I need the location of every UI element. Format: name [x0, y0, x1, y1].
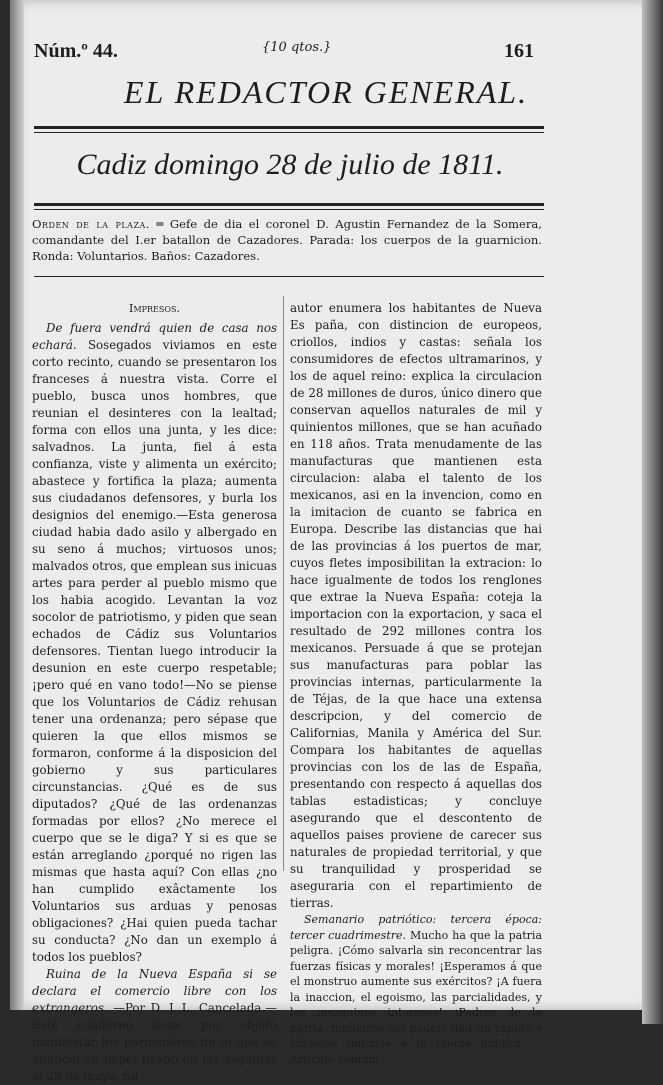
article-title: Semanario patriótico: tercera época: tercer cuadrimestre.: [290, 913, 542, 942]
page-number: 161: [504, 40, 534, 62]
column-divider: [283, 296, 284, 871]
section-rule: [34, 276, 544, 277]
orden-text: ═ Gefe de dia el coronel D. Agustin Fernandez de la Somera, comandante del I.er batallon de Cazadores. Parada: los cuerpos de la guarnicion. Ronda: Voluntarios. Baños: Cazadores.: [32, 217, 542, 263]
article-title: Ruina de la Nueva España si se declara el comercio libre con los extrangeros.: [32, 967, 277, 1015]
impresos-heading: Impresos.: [128, 301, 181, 315]
right-column: [290, 300, 542, 1067]
article-paragraph: [32, 320, 277, 966]
article-text: Sosegados viviamos en este corto recinto, cuando se presentaron los franceses á nuestra vista. Corre el pueblo, busca unos hombres, que reunian el desinteres con la lealtad; forma con ellos una junta, y les dice: salvadnos. La junta, fiel á esta confianza, viste y alimenta un exército; abastece y fortifica la plaza; aumenta sus ciudadanos defensores, y burla los designios del enemigo.—Esta generosa ciudad habia dado asilo y albergado en su seno á muchos; virtuosos unos; malvados otros, que emplean sus inicuas artes para perder al pueblo mismo que los habia acogido. Levantan la voz socolor de patriotismo, y piden que sean echados de Cádiz sus Voluntarios defensores. Tientan luego introducir la desunion en este cuerpo respetable; ¡pero qué en vano todo!—No se piense que los Voluntarios de Cádiz rehusan tener una ordenanza; pero sépase que quieren la que ellos mismos se formaron, conforme á la disposicion del gobierno y sus particulares circunstancias. ¿Qué es de sus diputados? ¿Qué de las ordenanzas formadas por ellos? ¿No merece el cuerpo que se le diga? Y si es que se están arreglando ¿porqué no rigen las mismas que hasta aquí? Con ellas ¿no han cumplido exâctamente los Voluntarios sus arduas y penosas obligaciones? ¿Hai quien pueda tachar su conducta? ¿No dan un exemplo á todos los pueblos?: [32, 338, 277, 964]
article-text: Mucho ha que la patria peligra. ¡Cómo salvarla sin reconcentrar las fuerzas físicas y morales! ¡Esperamos á que el monstruo aumente sus exércitos? ¡A fuera la inaccion, el egoismo, las parcialidades, y los mezquinos intereses! ¡Padres de la patria, ministros del poder! dad un rápido y vigoroso impulso á la fuerza pública. -- Articulo comuni-: [290, 928, 542, 1066]
article-text: —Por D. J. L. Cancelada.—Este cuaderno tiene por objeto manifestar los pormenores de lo que se anunció en papel fixado en las esquinas el 28 de mayo. Su: [32, 1001, 277, 1083]
issue-date: Cadiz domingo 28 de julio de 1811.: [76, 148, 504, 181]
article-paragraph: [32, 966, 277, 1085]
issue-number: Núm.º 44.: [34, 40, 118, 62]
issue-price: {10 qtos.}: [262, 40, 332, 55]
title-rule-thin: [34, 132, 544, 133]
article-paragraph: autor enumera los habitantes de Nueva Es paña, con distincion de europeos, criollos, indios y castas: señala los consumidores de efectos ultramarinos, y los de aquel reino: explica la circulacion de 28 millones de duros, único dinero que conservan aquellos naturales de mil y quinientos millones, que se han acuñado en 118 años. Trata menudamente de las manufacturas que mantienen esta circulacion: alaba el talento de los mexicanos, asi en la invencion, como en la imitacion de cuanto se fabrica en Europa. Describe las distancias que hai de las provincias á los puertos de mar, cuyos fletes imposibilitan la extracion: lo hace igualmente de todos los renglones que extrae la Nueva España: coteja la importacion con la exportacion, y saca el resultado de 292 millones contra los mexicanos. Persuade á que se protejan sus manufacturas para poblar las provincias internas, particularmente la de Téjas, de la que hace una extensa descripcion, y del comercio de Californias, Manila y América del Sur. Compara los habitantes de aquellas provincias con los de las de España, presentando con respecto á aquellas dos tablas estadisticas; y concluye asegurando que el descontento de aquellos paises proviene de carecer sus naturales de propiedad territorial, y que su tranquilidad y prosperidad se aseguraria con el repartimiento de tierras.: [290, 301, 542, 910]
left-column: [32, 300, 277, 1085]
page-edge: [642, 0, 663, 1024]
orden-de-la-plaza: [32, 216, 542, 264]
orden-label: Orden de la plaza.: [32, 217, 150, 231]
title-rule-thick: [34, 126, 544, 129]
article-paragraph: [290, 912, 542, 1067]
newspaper-page: [10, 0, 642, 1083]
newspaper-title: EL REDACTOR GENERAL.: [123, 74, 529, 110]
date-rule-thin: [34, 209, 544, 210]
date-rule-thick: [34, 203, 544, 206]
article-title: De fuera vendrá quien de casa nos echará.: [32, 321, 277, 352]
